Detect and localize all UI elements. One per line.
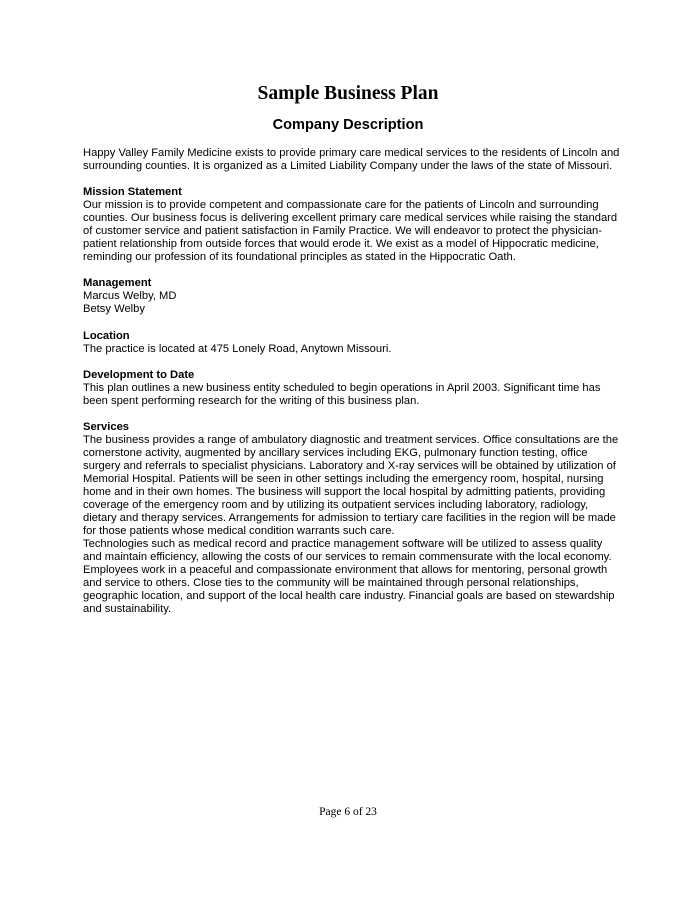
location-heading: Location — [83, 329, 130, 342]
management-heading: Management — [83, 277, 152, 290]
location-section — [83, 330, 623, 356]
development-text: This plan outlines a new business entity scheduled to begin operations in April 2003. Significant time has been spent performing research for the writing of this business plan. — [83, 381, 601, 407]
section-title: Company Description — [272, 117, 424, 133]
development-heading: Development to Date — [83, 368, 195, 381]
location-text: The practice is located at 475 Lonely Road, Anytown Missouri. — [83, 342, 392, 355]
services-heading: Services — [83, 420, 130, 433]
management-name: Betsy Welby — [83, 303, 145, 316]
page-title: Sample Business Plan — [257, 83, 439, 104]
services-section — [83, 421, 623, 617]
development-section — [83, 369, 623, 408]
services-paragraph: The business provides a range of ambulatory diagnostic and treatment services. Office consultations are the cornerstone activity, augmented by ancillary services including EKG, pulmonary function testing, office surgery and referrals to specialist physicians. Laboratory and X-ray services will be obtained by utilization of Memorial Hospital. Patients will be seen in other settings including the emergency room, hospital, nursing home and in their own homes. The business will support the local hospital by admitting patients, providing coverage of the emergency room and by utilizing its outpatient services including laboratory, radiology, dietary and therapy services. Arrangements for admission to tertiary care facilities in the region will be made for those patients whose medical condition warrants such care. — [83, 433, 619, 538]
mission-section — [83, 186, 623, 264]
document-body — [83, 147, 623, 629]
management-section — [83, 277, 623, 316]
mission-text: Our mission is to provide competent and compassionate care for the patients of Lincoln and surrounding counties. Our business focus is delivering excellent primary care medical services while raising the standard of customer service and patient satisfaction in Family Practice. We will endeavor to protect the physician-patient relationship from outside forces that would erode it. We exist as a model of Hippocratic medicine, reminding our profession of its foundational principles as stated in the Hippocratic Oath. — [83, 199, 618, 264]
intro-paragraph: Happy Valley Family Medicine exists to provide primary care medical services to the residents of Lincoln and surrounding counties. It is organized as a Limited Liability Company under the laws of the state of Missouri. — [83, 147, 620, 173]
mission-heading: Mission Statement — [83, 186, 182, 199]
management-name: Marcus Welby, MD — [83, 290, 177, 303]
services-paragraph: Technologies such as medical record and practice management software will be utilized to assess quality and maintain efficiency, allowing the costs of our services to remain commensurate with the local economy. Employees work in a peaceful and compassionate environment that allows for mentoring, personal growth and service to others. Close ties to the community will be maintained through personal relationships, geographic location, and support of the local health care industry. Financial goals are based on stewardship and sustainability. — [83, 538, 615, 616]
page-number: Page 6 of 23 — [319, 806, 377, 818]
